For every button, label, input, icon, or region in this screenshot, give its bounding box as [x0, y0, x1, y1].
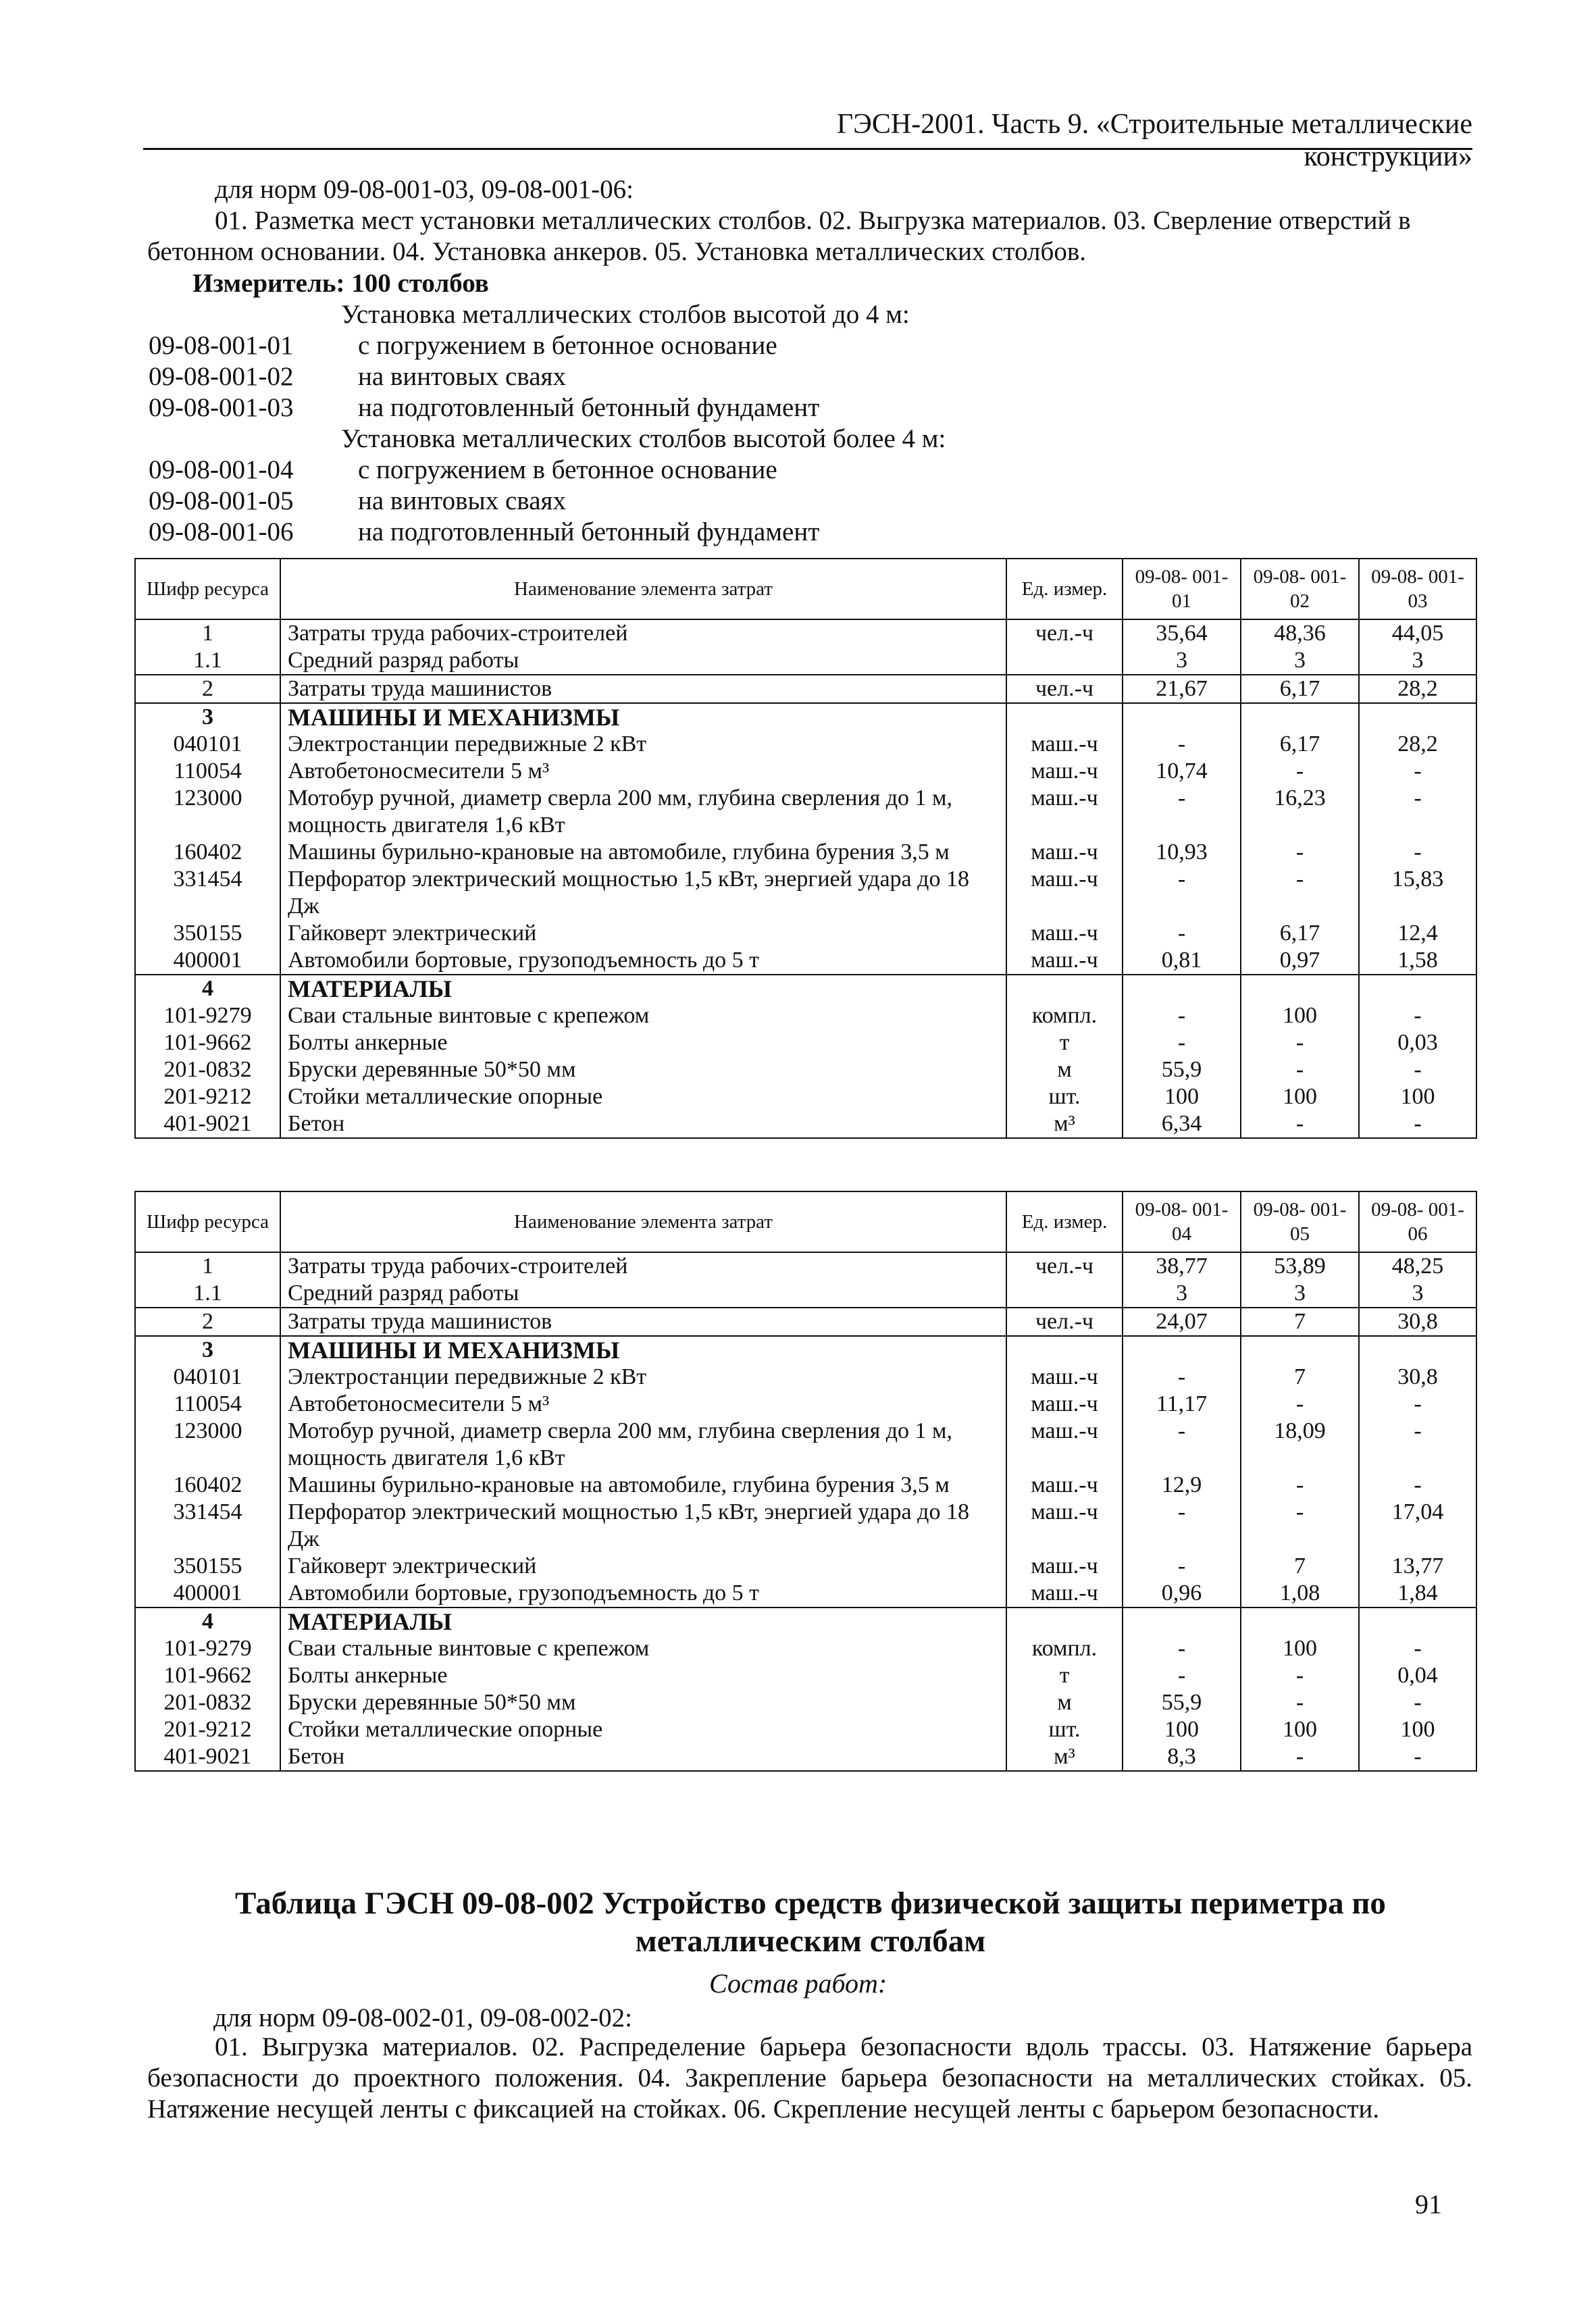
- meter-label: Измеритель: 100 столбов: [192, 269, 489, 298]
- resource-name: Перфоратор электрический мощностью 1,5 кВт, энергией удара до 18 Дж: [280, 1499, 1006, 1553]
- value: 6,17: [1241, 675, 1359, 703]
- header-norm: 09-08- 001-03: [1359, 559, 1476, 619]
- value: -: [1241, 1743, 1359, 1771]
- resource-code: 101-9279: [135, 1002, 280, 1029]
- unit: маш.-ч: [1006, 1553, 1123, 1580]
- value: -: [1241, 1029, 1359, 1056]
- value: -: [1359, 1418, 1476, 1472]
- value: 10,93: [1123, 839, 1241, 866]
- group-title-1: Установка металлических столбов высотой до 4 м:: [341, 300, 910, 329]
- unit: [1006, 703, 1123, 731]
- value: 100: [1123, 1083, 1241, 1110]
- table-row: [135, 866, 1476, 920]
- value: -: [1123, 1002, 1241, 1029]
- value: [1359, 975, 1476, 1002]
- value: 24,07: [1123, 1308, 1241, 1336]
- value: [1123, 1336, 1241, 1364]
- norm-description: с погружением в бетонное основание: [358, 331, 777, 360]
- table-row: [135, 1472, 1476, 1499]
- value: -: [1123, 920, 1241, 947]
- table-row: [135, 947, 1476, 975]
- unit: т: [1006, 1662, 1123, 1689]
- header-norm: 09-08- 001-04: [1123, 1191, 1241, 1252]
- resource-code: 400001: [135, 947, 280, 975]
- unit: чел.-ч: [1006, 619, 1123, 647]
- unit: м: [1006, 1056, 1123, 1083]
- resource-code: 401-9021: [135, 1743, 280, 1771]
- value: 12,4: [1359, 920, 1476, 947]
- header-unit: Ед. измер.: [1006, 559, 1123, 619]
- value: -: [1123, 866, 1241, 920]
- table-row: [135, 1364, 1476, 1391]
- value: -: [1123, 1418, 1241, 1472]
- header-unit: Ед. измер.: [1006, 1191, 1123, 1252]
- resource-name: Перфоратор электрический мощностью 1,5 кВт, энергией удара до 18 Дж: [280, 866, 1006, 920]
- resource-code: 040101: [135, 1364, 280, 1391]
- resource-name: Автомобили бортовые, грузоподъемность до 5 т: [280, 1580, 1006, 1608]
- value: 13,77: [1359, 1553, 1476, 1580]
- unit: маш.-ч: [1006, 947, 1123, 975]
- value: 0,03: [1359, 1029, 1476, 1056]
- value: -: [1123, 1499, 1241, 1553]
- value: 6,34: [1123, 1110, 1241, 1138]
- resource-name: Средний разряд работы: [280, 1280, 1006, 1308]
- resource-code: 201-0832: [135, 1689, 280, 1716]
- table-row: [135, 1083, 1476, 1110]
- table-row: [135, 758, 1476, 785]
- resource-name: Сваи стальные винтовые с крепежом: [280, 1635, 1006, 1662]
- value: 100: [1359, 1083, 1476, 1110]
- unit: чел.-ч: [1006, 1252, 1123, 1280]
- table-row: [135, 731, 1476, 758]
- header-norm: 09-08- 001-01: [1123, 559, 1241, 619]
- resource-name: Автомобили бортовые, грузоподъемность до 5 т: [280, 947, 1006, 975]
- resource-table-2: [134, 1191, 1477, 1772]
- table-row: [135, 785, 1476, 839]
- unit: маш.-ч: [1006, 1499, 1123, 1553]
- value: 3: [1359, 647, 1476, 675]
- resource-code: 350155: [135, 1553, 280, 1580]
- table-row: [135, 1608, 1476, 1635]
- value: -: [1359, 1472, 1476, 1499]
- norms-line-2: для норм 09-08-002-01, 09-08-002-02:: [213, 2003, 632, 2032]
- value: 55,9: [1123, 1056, 1241, 1083]
- value: -: [1123, 1364, 1241, 1391]
- resource-name: МАШИНЫ И МЕХАНИЗМЫ: [280, 703, 1006, 731]
- value: -: [1123, 1662, 1241, 1689]
- unit: маш.-ч: [1006, 1580, 1123, 1608]
- table-row: [135, 1580, 1476, 1608]
- unit: м³: [1006, 1743, 1123, 1771]
- value: 100: [1241, 1083, 1359, 1110]
- group-title-2: Установка металлических столбов высотой более 4 м:: [341, 424, 946, 453]
- unit: чел.-ч: [1006, 675, 1123, 703]
- norm-code: 09-08-001-02: [149, 362, 294, 391]
- table-row: [135, 675, 1476, 703]
- value: -: [1359, 1635, 1476, 1662]
- value: 1,08: [1241, 1580, 1359, 1608]
- unit: маш.-ч: [1006, 758, 1123, 785]
- norm-description: на подготовленный бетонный фундамент: [358, 393, 820, 422]
- value: -: [1241, 1499, 1359, 1553]
- value: 44,05: [1359, 619, 1476, 647]
- unit: т: [1006, 1029, 1123, 1056]
- resource-code: 2: [135, 1308, 280, 1336]
- value: -: [1359, 1002, 1476, 1029]
- norm-code: 09-08-001-03: [149, 393, 294, 422]
- value: 7: [1241, 1364, 1359, 1391]
- resource-name: Болты анкерные: [280, 1662, 1006, 1689]
- value: -: [1359, 1110, 1476, 1138]
- table-row: [135, 920, 1476, 947]
- value: 48,36: [1241, 619, 1359, 647]
- resource-name: Сваи стальные винтовые с крепежом: [280, 1002, 1006, 1029]
- resource-code: 4: [135, 975, 280, 1002]
- resource-code: 040101: [135, 731, 280, 758]
- resource-name: Машины бурильно-крановые на автомобиле, глубина бурения 3,5 м: [280, 839, 1006, 866]
- norm-description: на винтовых сваях: [358, 486, 566, 515]
- unit: маш.-ч: [1006, 839, 1123, 866]
- table-row: [135, 1280, 1476, 1308]
- value: -: [1241, 1689, 1359, 1716]
- table-row: [135, 1002, 1476, 1029]
- value: 1,58: [1359, 947, 1476, 975]
- value: -: [1123, 1553, 1241, 1580]
- value: 7: [1241, 1553, 1359, 1580]
- table-row: [135, 1056, 1476, 1083]
- resource-name: Затраты труда машинистов: [280, 675, 1006, 703]
- resource-code: 350155: [135, 920, 280, 947]
- value: [1241, 1608, 1359, 1635]
- composition-label: Состав работ:: [709, 1968, 887, 1999]
- value: 28,2: [1359, 731, 1476, 758]
- resource-code: 1: [135, 619, 280, 647]
- running-header: ГЭСН-2001. Часть 9. «Строительные металлические конструкции»: [836, 109, 1472, 172]
- value: 38,77: [1123, 1252, 1241, 1280]
- value: 16,23: [1241, 785, 1359, 839]
- resource-code: 1.1: [135, 647, 280, 675]
- resource-code: 2: [135, 675, 280, 703]
- resource-code: 160402: [135, 1472, 280, 1499]
- resource-code: 400001: [135, 1580, 280, 1608]
- resource-name: Мотобур ручной, диаметр сверла 200 мм, глубина сверления до 1 м, мощность двигателя 1,6 кВт: [280, 785, 1006, 839]
- value: 3: [1359, 1280, 1476, 1308]
- value: 3: [1241, 647, 1359, 675]
- unit: маш.-ч: [1006, 785, 1123, 839]
- resource-name: Электростанции передвижные 2 кВт: [280, 731, 1006, 758]
- resource-code: 123000: [135, 785, 280, 839]
- resource-name: МАШИНЫ И МЕХАНИЗМЫ: [280, 1336, 1006, 1364]
- resource-code: 331454: [135, 1499, 280, 1553]
- resource-name: Затраты труда рабочих-строителей: [280, 619, 1006, 647]
- value: 3: [1123, 647, 1241, 675]
- table-row: [135, 1110, 1476, 1138]
- table-row: [135, 1662, 1476, 1689]
- resource-name: Мотобур ручной, диаметр сверла 200 мм, глубина сверления до 1 м, мощность двигателя 1,6 кВт: [280, 1418, 1006, 1472]
- value: 100: [1359, 1716, 1476, 1743]
- norm-code: 09-08-001-04: [149, 455, 294, 484]
- unit: маш.-ч: [1006, 1391, 1123, 1418]
- value: 100: [1241, 1716, 1359, 1743]
- norm-code: 09-08-001-01: [149, 331, 294, 360]
- resource-code: 160402: [135, 839, 280, 866]
- value: 18,09: [1241, 1418, 1359, 1472]
- table-row: [135, 1336, 1476, 1364]
- value: 6,17: [1241, 920, 1359, 947]
- value: 30,8: [1359, 1364, 1476, 1391]
- value: -: [1241, 1662, 1359, 1689]
- table-row: [135, 647, 1476, 675]
- resource-name: Автобетоносмесители 5 м³: [280, 1391, 1006, 1418]
- unit: [1006, 1336, 1123, 1364]
- unit: маш.-ч: [1006, 1472, 1123, 1499]
- table-row: [135, 1418, 1476, 1472]
- header-code: Шифр ресурса: [135, 559, 280, 619]
- norm-description: на подготовленный бетонный фундамент: [358, 517, 820, 546]
- value: -: [1359, 1056, 1476, 1083]
- unit: м: [1006, 1689, 1123, 1716]
- unit: [1006, 975, 1123, 1002]
- unit: [1006, 1608, 1123, 1635]
- resource-code: 3: [135, 703, 280, 731]
- value: [1123, 703, 1241, 731]
- resource-name: МАТЕРИАЛЫ: [280, 975, 1006, 1002]
- value: 6,17: [1241, 731, 1359, 758]
- resource-code: 123000: [135, 1418, 280, 1472]
- norm-description: с погружением в бетонное основание: [358, 455, 777, 484]
- resource-name: Средний разряд работы: [280, 647, 1006, 675]
- table-row: [135, 1391, 1476, 1418]
- resource-code: 101-9279: [135, 1635, 280, 1662]
- resource-name: Электростанции передвижные 2 кВт: [280, 1364, 1006, 1391]
- resource-name: Машины бурильно-крановые на автомобиле, глубина бурения 3,5 м: [280, 1472, 1006, 1499]
- value: -: [1123, 1635, 1241, 1662]
- table-header-row: [135, 1191, 1476, 1252]
- resource-name: Автобетоносмесители 5 м³: [280, 758, 1006, 785]
- header-rule: [143, 148, 1472, 150]
- resource-name: Бруски деревянные 50*50 мм: [280, 1056, 1006, 1083]
- unit: м³: [1006, 1110, 1123, 1138]
- table-header-row: [135, 559, 1476, 619]
- table-row: [135, 1252, 1476, 1280]
- unit: маш.-ч: [1006, 866, 1123, 920]
- header-norm: 09-08- 001-06: [1359, 1191, 1476, 1252]
- value: 0,96: [1123, 1580, 1241, 1608]
- composition-line-1: 01. Разметка мест установки металлических столбов. 02. Выгрузка материалов. 03. Сверление отверстий в: [215, 206, 1411, 235]
- value: 100: [1241, 1635, 1359, 1662]
- resource-name: МАТЕРИАЛЫ: [280, 1608, 1006, 1635]
- value: -: [1241, 1391, 1359, 1418]
- resource-name: Стойки металлические опорные: [280, 1083, 1006, 1110]
- resource-code: 1.1: [135, 1280, 280, 1308]
- value: 1,84: [1359, 1580, 1476, 1608]
- resource-code: 110054: [135, 1391, 280, 1418]
- value: 53,89: [1241, 1252, 1359, 1280]
- value: 0,04: [1359, 1662, 1476, 1689]
- resource-name: Гайковерт электрический: [280, 1553, 1006, 1580]
- value: -: [1241, 758, 1359, 785]
- value: 21,67: [1123, 675, 1241, 703]
- value: 12,9: [1123, 1472, 1241, 1499]
- value: -: [1241, 866, 1359, 920]
- value: 48,25: [1359, 1252, 1476, 1280]
- table-row: [135, 1743, 1476, 1771]
- norm-description: на винтовых сваях: [358, 362, 566, 391]
- value: -: [1359, 1391, 1476, 1418]
- resource-name: Бетон: [280, 1110, 1006, 1138]
- unit: маш.-ч: [1006, 731, 1123, 758]
- value: -: [1359, 839, 1476, 866]
- resource-code: 401-9021: [135, 1110, 280, 1138]
- header-name: Наименование элемента затрат: [280, 559, 1006, 619]
- resource-code: 1: [135, 1252, 280, 1280]
- resource-name: Бетон: [280, 1743, 1006, 1771]
- table-row: [135, 1553, 1476, 1580]
- value: 15,83: [1359, 866, 1476, 920]
- value: -: [1359, 758, 1476, 785]
- resource-code: 101-9662: [135, 1029, 280, 1056]
- table-row: [135, 1716, 1476, 1743]
- header-code: Шифр ресурса: [135, 1191, 280, 1252]
- value: 30,8: [1359, 1308, 1476, 1336]
- value: 55,9: [1123, 1689, 1241, 1716]
- resource-name: Гайковерт электрический: [280, 920, 1006, 947]
- resource-name: Стойки металлические опорные: [280, 1716, 1006, 1743]
- value: 3: [1123, 1280, 1241, 1308]
- norms-line: для норм 09-08-001-03, 09-08-001-06:: [215, 175, 634, 204]
- resource-name: Затраты труда машинистов: [280, 1308, 1006, 1336]
- page-number: 91: [1415, 2189, 1442, 2219]
- value: 28,2: [1359, 675, 1476, 703]
- resource-code: 101-9662: [135, 1662, 280, 1689]
- composition-paragraph: 01. Выгрузка материалов. 02. Распределение барьера безопасности вдоль трассы. 03. Натяжение барьера безопасности до проектного положения. 04. Закрепление барьера безопасности на металлических стойках. 05. Натяжение несущей ленты с фиксацией на стойках. 06. Скрепление несущей ленты с барьером безопасности.: [147, 2032, 1472, 2124]
- resource-code: 331454: [135, 866, 280, 920]
- unit: чел.-ч: [1006, 1308, 1123, 1336]
- value: -: [1123, 785, 1241, 839]
- table-row: [135, 703, 1476, 731]
- value: [1359, 703, 1476, 731]
- value: -: [1359, 785, 1476, 839]
- resource-code: 201-9212: [135, 1083, 280, 1110]
- table-row: [135, 1689, 1476, 1716]
- table-row: [135, 1308, 1476, 1336]
- unit: маш.-ч: [1006, 920, 1123, 947]
- resource-code: 4: [135, 1608, 280, 1635]
- value: 11,17: [1123, 1391, 1241, 1418]
- value: -: [1241, 1110, 1359, 1138]
- table-row: [135, 619, 1476, 647]
- unit: шт.: [1006, 1716, 1123, 1743]
- value: -: [1241, 1056, 1359, 1083]
- table-row: [135, 1635, 1476, 1662]
- value: -: [1359, 1689, 1476, 1716]
- value: [1241, 975, 1359, 1002]
- norm-code: 09-08-001-06: [149, 517, 294, 546]
- resource-code: 3: [135, 1336, 280, 1364]
- value: 0,97: [1241, 947, 1359, 975]
- section-title: Таблица ГЭСН 09-08-002 Устройство средств физической защиты периметра по металлическим столбам: [235, 1886, 1386, 1959]
- unit: маш.-ч: [1006, 1364, 1123, 1391]
- value: -: [1241, 839, 1359, 866]
- composition-line-2: бетонном основании. 04. Установка анкеров. 05. Установка металлических столбов.: [147, 237, 1087, 266]
- value: 3: [1241, 1280, 1359, 1308]
- value: 7: [1241, 1308, 1359, 1336]
- value: 100: [1123, 1716, 1241, 1743]
- value: 10,74: [1123, 758, 1241, 785]
- resource-name: Болты анкерные: [280, 1029, 1006, 1056]
- unit: маш.-ч: [1006, 1418, 1123, 1472]
- table-row: [135, 975, 1476, 1002]
- resource-table-1: [134, 558, 1477, 1139]
- unit: шт.: [1006, 1083, 1123, 1110]
- value: [1123, 1608, 1241, 1635]
- value: -: [1123, 1029, 1241, 1056]
- value: -: [1359, 1743, 1476, 1771]
- value: [1359, 1336, 1476, 1364]
- resource-code: 110054: [135, 758, 280, 785]
- value: 17,04: [1359, 1499, 1476, 1553]
- value: 35,64: [1123, 619, 1241, 647]
- unit: [1006, 1280, 1123, 1308]
- value: [1359, 1608, 1476, 1635]
- resource-name: Бруски деревянные 50*50 мм: [280, 1689, 1006, 1716]
- value: 0,81: [1123, 947, 1241, 975]
- resource-code: 201-0832: [135, 1056, 280, 1083]
- header-norm: 09-08- 001-02: [1241, 559, 1359, 619]
- norm-code: 09-08-001-05: [149, 486, 294, 515]
- value: 100: [1241, 1002, 1359, 1029]
- resource-name: Затраты труда рабочих-строителей: [280, 1252, 1006, 1280]
- header-name: Наименование элемента затрат: [280, 1191, 1006, 1252]
- value: -: [1241, 1472, 1359, 1499]
- table-row: [135, 1029, 1476, 1056]
- unit: [1006, 647, 1123, 675]
- value: [1123, 975, 1241, 1002]
- table-row: [135, 839, 1476, 866]
- value: [1241, 1336, 1359, 1364]
- resource-code: 201-9212: [135, 1716, 280, 1743]
- header-norm: 09-08- 001-05: [1241, 1191, 1359, 1252]
- value: -: [1123, 731, 1241, 758]
- value: [1241, 703, 1359, 731]
- table-row: [135, 1499, 1476, 1553]
- unit: компл.: [1006, 1002, 1123, 1029]
- unit: компл.: [1006, 1635, 1123, 1662]
- value: 8,3: [1123, 1743, 1241, 1771]
